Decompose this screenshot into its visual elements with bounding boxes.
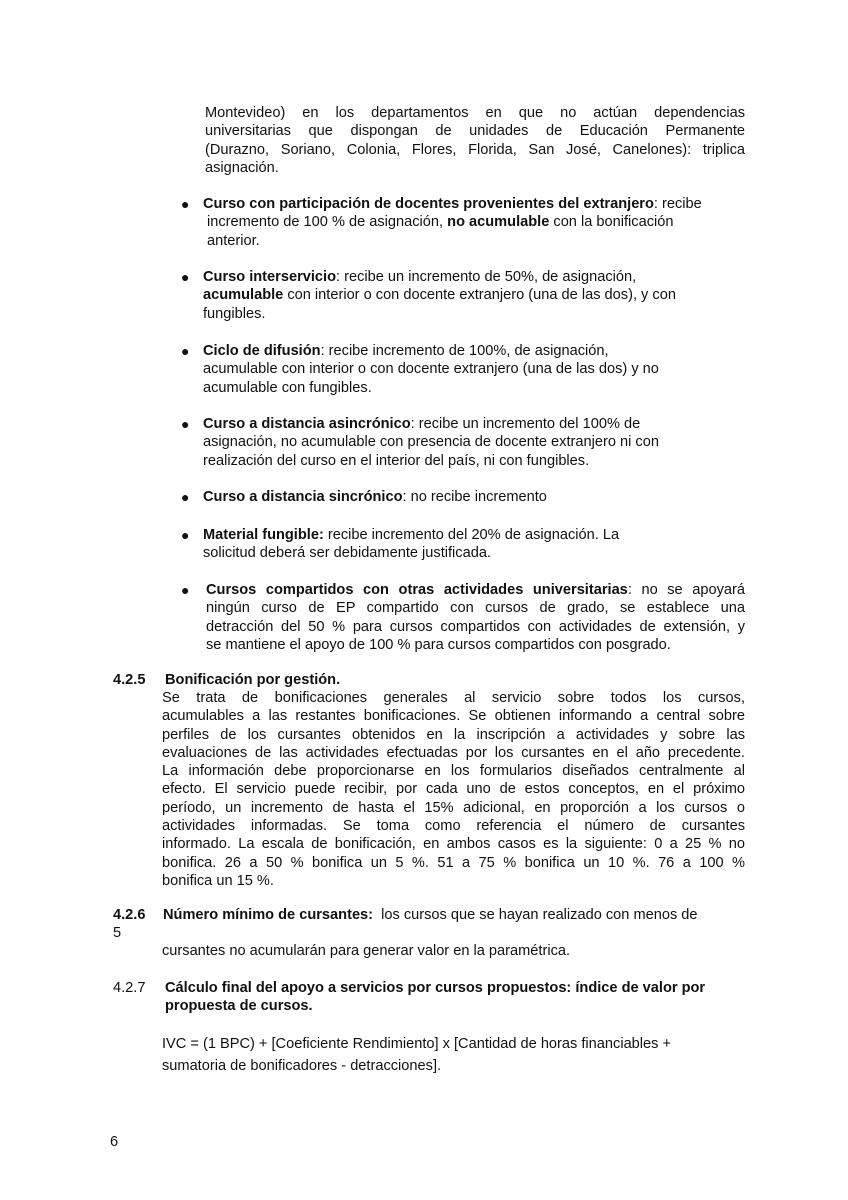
paragraph-line: perfiles de los cursantes obtenidos en la inscripción a actividades y sobre las [162, 726, 745, 743]
bullet-icon: ● [181, 416, 190, 432]
section-title: Número mínimo de cursantes: [163, 907, 374, 923]
section-text: los cursos que se hayan realizado con menos de [381, 907, 698, 923]
bullet-text: : recibe incremento de 100%, de asignación, [320, 343, 609, 359]
bullet-item [203, 342, 763, 397]
bullet-text: : recibe [653, 196, 702, 212]
intro-paragraph [205, 104, 745, 177]
bullet-text: : recibe un incremento del 100% de [410, 416, 641, 432]
bullet-text: solicitud deberá ser debidamente justificada. [203, 545, 491, 562]
bullet-icon: ● [181, 582, 190, 598]
bullet-item [203, 526, 763, 563]
paragraph-line: La información debe proporcionarse en los formularios diseñados centralmente al [162, 763, 745, 780]
formula [162, 1033, 745, 1077]
section-title [165, 979, 745, 1016]
bullet-text: con la bonificación [549, 214, 674, 231]
section-title: Bonificación por gestión. [165, 672, 341, 688]
bullet-item [203, 268, 763, 323]
section-number: 4.2.6 [113, 907, 146, 923]
bullet-item [203, 195, 763, 250]
bullet-text: fungibles. [203, 305, 266, 322]
bullet-icon: ● [181, 527, 190, 543]
bullet-text: : no recibe incremento [402, 489, 547, 505]
section-title-line: Cálculo final del apoyo a servicios por cursos propuestos: índice de valor por [165, 980, 706, 996]
bullet-title: Curso interservicio [203, 269, 337, 285]
bullet-text: : recibe un incremento de 50%, de asignación, [336, 269, 637, 285]
paragraph-line: evaluaciones de las actividades efectuadas por los cursantes en el año precedente. [162, 744, 745, 761]
bullet-icon: ● [181, 343, 190, 359]
bullet-title: Curso a distancia sincrónico [203, 489, 403, 505]
bullet-title: Cursos compartidos con otras actividades universitarias [206, 582, 628, 598]
bullet-text: acumulable con interior o con docente extranjero (una de las dos) y no [203, 361, 659, 378]
bullet-emphasis: acumulable [203, 287, 284, 304]
bullet-icon: ● [181, 269, 190, 285]
section-text: cursantes no acumularán para generar valor en la paramétrica. [162, 943, 571, 959]
bullet-item [203, 415, 763, 470]
bullet-icon: ● [181, 196, 190, 212]
paragraph-line: actividades informadas. Se toma como referencia el número de cursantes [162, 818, 745, 835]
bullet-text: ningún curso de EP compartido con cursos de grado, se establece una [206, 600, 745, 617]
bullet-text: recibe incremento del 20% de asignación. La [323, 527, 620, 543]
bullet-item [203, 488, 763, 506]
bullet-title: Curso a distancia asincrónico [203, 416, 411, 432]
paragraph-line: acumulables a las restantes bonificaciones. Se obtienen informando a central sobre [162, 708, 745, 725]
bullet-text: realización del curso en el interior del país, ni con fungibles. [203, 452, 590, 469]
bullet-text: detracción del 50 % para cursos compartidos con actividades de extensión, y [206, 618, 745, 635]
formula-line: sumatoria de bonificadores - detracciones]. [162, 1058, 442, 1074]
intro-line: universitarias que dispongan de unidades de Educación Permanente [205, 123, 745, 140]
section-number: 4.2.7 [113, 980, 146, 996]
bullet-title: Material fungible: [203, 527, 324, 543]
section-text: 5 [113, 925, 122, 941]
bullet-text: asignación, no acumulable con presencia de docente extranjero ni con [203, 434, 659, 451]
bullet-title: Ciclo de difusión [203, 343, 321, 359]
paragraph-line: informado. La escala de bonificación, en ambos casos es la siguiente: 0 a 25 % no [162, 836, 745, 853]
paragraph-line: bonifica un 15 %. [162, 872, 274, 889]
bullet-text: : no se apoyará [627, 582, 745, 598]
intro-line: Montevideo) en los departamentos en que no actúan dependencias [205, 105, 745, 121]
intro-line: (Durazno, Soriano, Colonia, Flores, Florida, San José, Canelones): triplica [205, 141, 745, 158]
bullet-item [206, 581, 745, 654]
bullet-title: Curso con participación de docentes provenientes del extranjero [203, 196, 654, 212]
section-number: 4.2.5 [113, 672, 146, 688]
intro-line: asignación. [205, 159, 279, 176]
page-number: 6 [110, 1134, 119, 1150]
paragraph-line: bonifica. 26 a 50 % bonifica un 5 %. 51 a 75 % bonifica un 10 %. 76 a 100 % [162, 854, 745, 871]
paragraph-line: período, un incremento de hasta el 15% adicional, en proporción a los cursos o [162, 799, 745, 816]
bullet-icon: ● [181, 489, 190, 505]
paragraph-line: Se trata de bonificaciones generales al servicio sobre todos los cursos, [162, 690, 745, 706]
section-paragraph [162, 689, 745, 890]
formula-line: IVC = (1 BPC) + [Coeficiente Rendimiento] x [Cantidad de horas financiables + [162, 1036, 672, 1052]
paragraph-line: efecto. El servicio puede recibir, por cada uno de estos conceptos, en el próximo [162, 781, 745, 798]
bullet-emphasis: no acumulable [447, 214, 550, 231]
bullet-text: incremento de 100 % de asignación, [207, 214, 448, 231]
section-heading-line [163, 906, 745, 924]
section-title-line: propuesta de cursos. [165, 998, 313, 1015]
bullet-text: con interior o con docente extranjero (una de las dos), y con [283, 287, 676, 304]
bullet-text: se mantiene el apoyo de 100 % para cursos compartidos con posgrado. [206, 636, 671, 653]
bullet-text: acumulable con fungibles. [203, 379, 372, 396]
bullet-text: anterior. [207, 232, 260, 249]
